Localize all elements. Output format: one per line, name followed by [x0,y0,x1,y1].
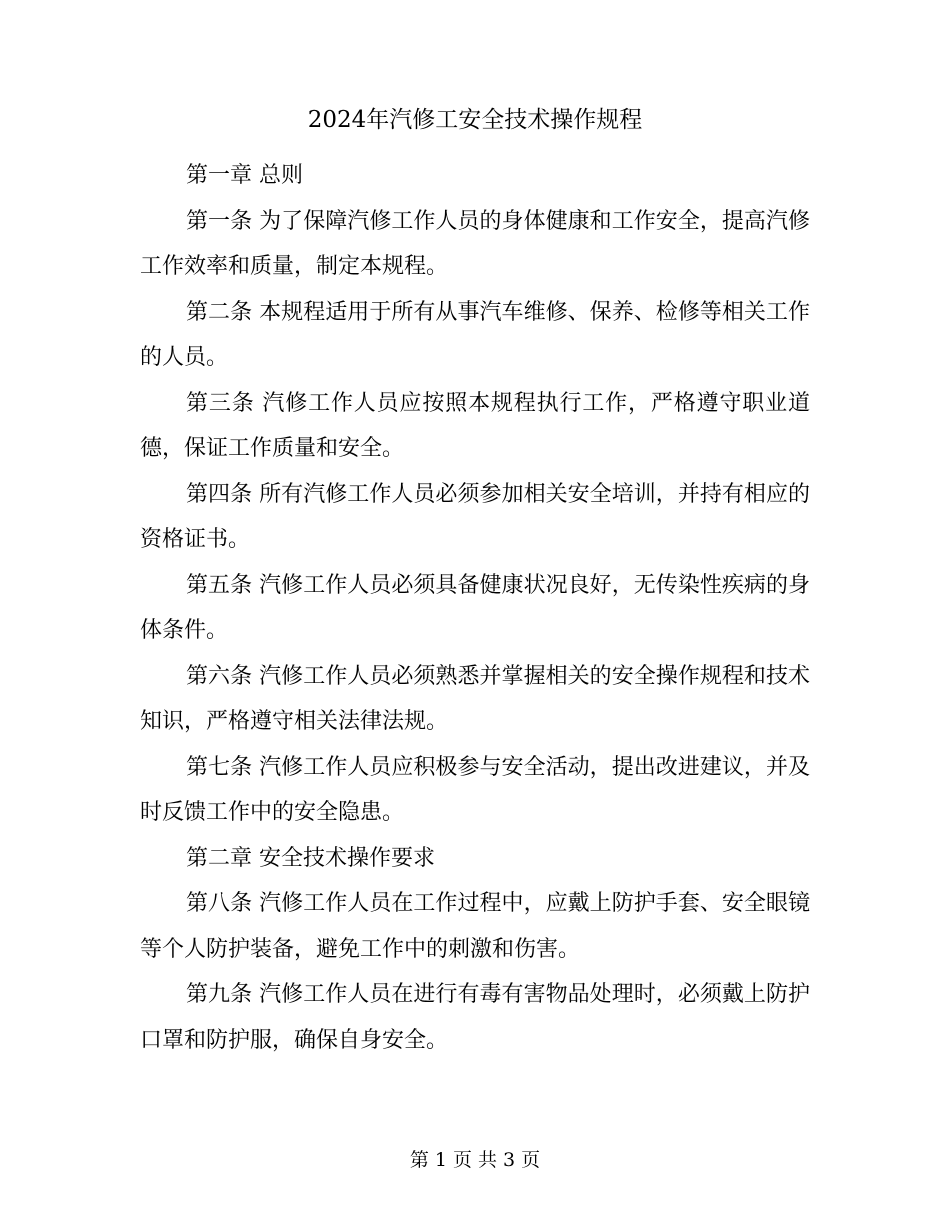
article-6: 第六条 汽修工作人员必须熟悉并掌握相关的安全操作规程和技术知识，严格遵守相关法律法规。 [140,663,810,734]
document-title: 2024年汽修工安全技术操作规程 [307,107,643,133]
article-8: 第八条 汽修工作人员在工作过程中，应戴上防护手套、安全眼镜等个人防护装备，避免工作中的刺激和伤害。 [140,891,810,962]
chapter-heading-2: 第二章 安全技术操作要求 [186,845,435,871]
chapter-heading-1: 第一章 总则 [186,163,303,188]
document-body [140,153,810,1063]
article-1: 第一条 为了保障汽修工作人员的身体健康和工作安全，提高汽修工作效率和质量，制定本规程。 [140,208,810,279]
page-number-footer: 第 1 页 共 3 页 [409,1149,541,1171]
article-3: 第三条 汽修工作人员应按照本规程执行工作，严格遵守职业道德，保证工作质量和安全。 [140,390,810,461]
article-5: 第五条 汽修工作人员必须具备健康状况良好，无传染性疾病的身体条件。 [140,572,810,643]
article-4: 第四条 所有汽修工作人员必须参加相关安全培训，并持有相应的资格证书。 [140,481,810,552]
article-9: 第九条 汽修工作人员在进行有毒有害物品处理时，必须戴上防护口罩和防护服，确保自身安全。 [140,982,810,1053]
article-7: 第七条 汽修工作人员应积极参与安全活动，提出改进建议，并及时反馈工作中的安全隐患。 [140,754,810,825]
article-2: 第二条 本规程适用于所有从事汽车维修、保养、检修等相关工作的人员。 [140,299,810,370]
